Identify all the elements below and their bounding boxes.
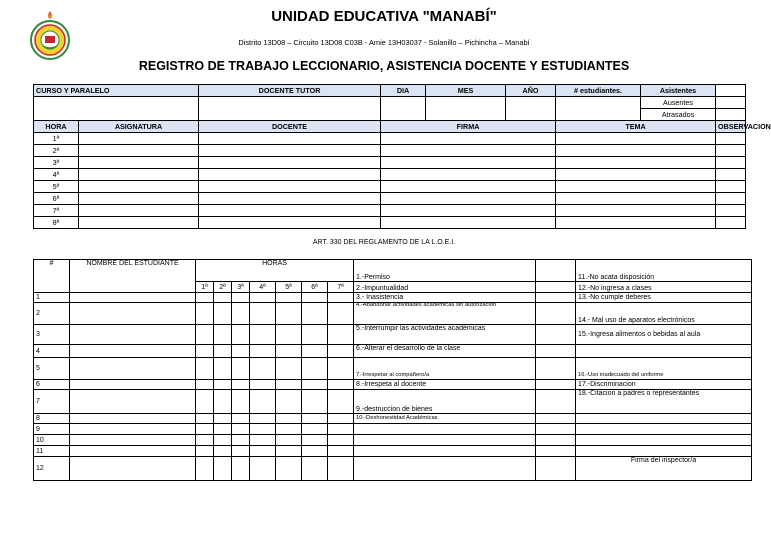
asistentes-label: Asistentes	[641, 85, 716, 97]
hora-header: HORA	[34, 121, 79, 133]
tema-cell[interactable]	[556, 133, 716, 145]
asignatura-cell[interactable]	[79, 157, 199, 169]
ausentes-label: Ausentes	[641, 97, 716, 109]
falta-mark[interactable]	[536, 345, 576, 358]
hour-mark-cell[interactable]	[328, 380, 354, 390]
tema-cell[interactable]	[556, 193, 716, 205]
docente-cell[interactable]	[199, 133, 381, 145]
student-number: 3	[34, 325, 70, 345]
falta-mark[interactable]	[536, 303, 576, 325]
student-name-cell[interactable]	[70, 325, 196, 345]
falta-mark[interactable]	[536, 358, 576, 380]
hour-mark-cell[interactable]	[214, 457, 232, 481]
hour-column-header: 5ª	[276, 282, 302, 293]
falta-label: 6.-Alterar el desarrollo de la clase	[354, 345, 536, 358]
hour-mark-cell[interactable]	[214, 293, 232, 303]
hour-mark-cell[interactable]	[232, 390, 250, 414]
student-row	[34, 380, 752, 390]
falta-empty	[576, 435, 752, 446]
firma-cell[interactable]	[381, 157, 556, 169]
hour-label: 4ª	[34, 169, 79, 181]
hour-mark-cell[interactable]	[276, 457, 302, 481]
hour-mark-cell[interactable]	[302, 424, 328, 435]
hour-mark-cell[interactable]	[232, 457, 250, 481]
hour-mark-cell[interactable]	[328, 390, 354, 414]
hour-mark-cell[interactable]	[328, 303, 354, 325]
hour-mark-cell[interactable]	[232, 325, 250, 345]
falta-impuntualidad: 2.-Impuntualidad	[354, 282, 536, 293]
hour-mark-cell[interactable]	[302, 293, 328, 303]
falta-empty	[354, 424, 536, 435]
hour-mark-cell[interactable]	[276, 424, 302, 435]
student-name-cell[interactable]	[70, 293, 196, 303]
observacion-cell[interactable]	[716, 157, 746, 169]
student-name-cell[interactable]	[70, 435, 196, 446]
falta-label: 8.-Irrespeta al docente	[354, 380, 536, 390]
observacion-cell[interactable]	[716, 181, 746, 193]
tema-cell[interactable]	[556, 205, 716, 217]
firma-cell[interactable]	[381, 205, 556, 217]
hour-mark-cell[interactable]	[196, 457, 214, 481]
hour-mark-cell[interactable]	[328, 414, 354, 424]
student-row	[34, 457, 752, 481]
hour-mark-cell[interactable]	[232, 293, 250, 303]
student-row	[34, 345, 752, 358]
docente-cell[interactable]	[199, 217, 381, 229]
hour-mark-cell[interactable]	[214, 424, 232, 435]
hour-mark-cell[interactable]	[214, 446, 232, 457]
falta-empty	[354, 446, 536, 457]
num-estudiantes-label: # estudiantes.	[556, 85, 641, 97]
hour-mark-cell[interactable]	[276, 293, 302, 303]
hour-mark-cell[interactable]	[232, 414, 250, 424]
student-number: 5	[34, 358, 70, 380]
hour-mark-cell[interactable]	[328, 424, 354, 435]
hour-mark-cell[interactable]	[196, 303, 214, 325]
hour-mark-cell[interactable]	[276, 325, 302, 345]
observacion-cell[interactable]	[716, 145, 746, 157]
hour-mark-cell[interactable]	[214, 414, 232, 424]
falta-mark[interactable]	[536, 435, 576, 446]
firma-cell[interactable]	[381, 133, 556, 145]
docente-tutor-label: DOCENTE TUTOR	[199, 85, 381, 97]
regulation-article: ART. 330 DEL REGLAMENTO DE LA L.O.E.I.	[312, 239, 456, 246]
falta-mark[interactable]	[536, 424, 576, 435]
falta-empty	[576, 345, 752, 358]
falta-no-ingresa: 12.-No ingresa a clases	[576, 282, 752, 293]
school-name: UNIDAD EDUCATIVA "MANABÍ"	[271, 8, 497, 25]
student-row	[34, 325, 752, 345]
student-name-cell[interactable]	[70, 303, 196, 325]
student-number: 6	[34, 380, 70, 390]
hour-mark-cell[interactable]	[214, 325, 232, 345]
falta-permiso: 1.-Permiso	[354, 260, 536, 282]
asignatura-cell[interactable]	[79, 133, 199, 145]
hour-mark-cell[interactable]	[214, 345, 232, 358]
tema-header: TEMA	[556, 121, 716, 133]
student-number: 7	[34, 390, 70, 414]
anio-label: AÑO	[506, 85, 556, 97]
tema-cell[interactable]	[556, 169, 716, 181]
hour-mark-cell[interactable]	[214, 358, 232, 380]
student-number: 10	[34, 435, 70, 446]
ausentes-field[interactable]	[716, 97, 746, 109]
hour-mark-cell[interactable]	[276, 435, 302, 446]
curso-paralelo-field[interactable]	[34, 97, 199, 121]
hour-mark-cell[interactable]	[232, 424, 250, 435]
student-number: 1	[34, 293, 70, 303]
hour-mark-cell[interactable]	[276, 345, 302, 358]
docente-cell[interactable]	[199, 181, 381, 193]
hour-row	[34, 145, 746, 157]
student-name-cell[interactable]	[70, 414, 196, 424]
atrasados-label: Atrasados	[641, 109, 716, 121]
falta-label: 9.-destruccion de bienes	[354, 390, 536, 414]
nombre-estudiante-header: NOMBRE DEL ESTUDIANTE	[70, 260, 196, 293]
hour-mark-cell[interactable]	[196, 325, 214, 345]
falta-mark[interactable]	[536, 446, 576, 457]
falta-mark[interactable]	[536, 414, 576, 424]
hour-column-header: 7ª	[328, 282, 354, 293]
num-estudiantes-field[interactable]	[556, 97, 641, 121]
hour-mark-cell[interactable]	[232, 345, 250, 358]
hour-label: 7ª	[34, 205, 79, 217]
hour-mark-cell[interactable]	[196, 358, 214, 380]
docente-cell[interactable]	[199, 157, 381, 169]
asistentes-field[interactable]	[716, 85, 746, 97]
firma-cell[interactable]	[381, 169, 556, 181]
hour-label: 2ª	[34, 145, 79, 157]
hour-mark-cell[interactable]	[196, 380, 214, 390]
tema-cell[interactable]	[556, 217, 716, 229]
falta-label: 10.-Deshonestidad Académicas	[354, 414, 536, 424]
hour-mark-cell[interactable]	[214, 435, 232, 446]
hour-mark-cell[interactable]	[302, 435, 328, 446]
anio-field[interactable]	[506, 97, 556, 121]
falta-label: 18.-Citacion a padres o representantes	[576, 390, 752, 414]
hour-mark-cell[interactable]	[250, 457, 276, 481]
falta-label: 15.-Ingresa alimentos o bebidas al aula	[576, 325, 752, 345]
observacion-cell[interactable]	[716, 217, 746, 229]
hour-mark-cell[interactable]	[328, 345, 354, 358]
hour-label: 1ª	[34, 133, 79, 145]
atrasados-field[interactable]	[716, 109, 746, 121]
hour-mark-cell[interactable]	[302, 390, 328, 414]
hour-mark-cell[interactable]	[250, 325, 276, 345]
hour-row	[34, 157, 746, 169]
student-name-cell[interactable]	[70, 345, 196, 358]
hour-mark-cell[interactable]	[214, 303, 232, 325]
hour-column-header: 2ª	[214, 282, 232, 293]
hour-label: 6ª	[34, 193, 79, 205]
observacion-cell[interactable]	[716, 133, 746, 145]
lesson-register-table	[33, 84, 771, 229]
hour-mark-cell[interactable]	[328, 435, 354, 446]
docente-cell[interactable]	[199, 205, 381, 217]
asignatura-header: ASIGNATURA	[79, 121, 199, 133]
tema-cell[interactable]	[556, 181, 716, 193]
curso-paralelo-label: CURSO Y PARALELO	[34, 85, 199, 97]
student-number: 9	[34, 424, 70, 435]
asignatura-cell[interactable]	[79, 145, 199, 157]
hour-label: 5ª	[34, 181, 79, 193]
hour-mark-cell[interactable]	[328, 293, 354, 303]
asignatura-cell[interactable]	[79, 181, 199, 193]
tema-cell[interactable]	[556, 157, 716, 169]
student-attendance-table	[33, 259, 752, 481]
falta-label: 5.-Interrumpir las actividades académicas	[354, 325, 536, 345]
student-number: 2	[34, 303, 70, 325]
hour-row	[34, 181, 746, 193]
hour-column-header: 1ª	[196, 282, 214, 293]
hour-mark-cell[interactable]	[250, 358, 276, 380]
hour-column-header: 6ª	[302, 282, 328, 293]
hour-row	[34, 193, 746, 205]
student-row	[34, 303, 752, 325]
hour-row	[34, 169, 746, 181]
hour-mark-cell[interactable]	[250, 424, 276, 435]
hour-mark-cell[interactable]	[276, 303, 302, 325]
num-header: #	[34, 260, 70, 293]
hour-mark-cell[interactable]	[250, 345, 276, 358]
falta-empty	[576, 424, 752, 435]
observacion-cell[interactable]	[716, 169, 746, 181]
firma-cell[interactable]	[381, 193, 556, 205]
student-name-cell[interactable]	[70, 446, 196, 457]
falta-mark[interactable]	[536, 293, 576, 303]
hour-mark-cell[interactable]	[232, 358, 250, 380]
docente-header: DOCENTE	[199, 121, 381, 133]
hour-column-header: 3ª	[232, 282, 250, 293]
mes-field[interactable]	[426, 97, 506, 121]
hour-mark-cell[interactable]	[214, 390, 232, 414]
docente-cell[interactable]	[199, 169, 381, 181]
falta-1-mark[interactable]	[536, 260, 576, 282]
hour-mark-cell[interactable]	[276, 446, 302, 457]
observacion-header: OBSERVACION	[716, 121, 746, 133]
student-number: 11	[34, 446, 70, 457]
hour-mark-cell[interactable]	[232, 380, 250, 390]
falta-label: 13.-No cumple deberes	[576, 293, 752, 303]
student-row	[34, 446, 752, 457]
student-row	[34, 435, 752, 446]
tema-cell[interactable]	[556, 145, 716, 157]
mes-label: MES	[426, 85, 506, 97]
hour-mark-cell[interactable]	[302, 380, 328, 390]
hour-mark-cell[interactable]	[250, 380, 276, 390]
hour-mark-cell[interactable]	[196, 446, 214, 457]
school-location: Distrito 13D08 – Circuito 13D08 C03B - Amie 13H03037 - Solanillo – Pichincha – Manabí	[238, 38, 530, 47]
falta-label: 7.-Irrespetar al compañero/a	[354, 358, 536, 380]
hour-mark-cell[interactable]	[232, 303, 250, 325]
hour-row	[34, 205, 746, 217]
hour-mark-cell[interactable]	[250, 390, 276, 414]
student-name-cell[interactable]	[70, 457, 196, 481]
hour-mark-cell[interactable]	[302, 446, 328, 457]
docente-tutor-field[interactable]	[199, 97, 381, 121]
docente-cell[interactable]	[199, 193, 381, 205]
hour-mark-cell[interactable]	[196, 414, 214, 424]
form-title: REGISTRO DE TRABAJO LECCIONARIO, ASISTENCIA DOCENTE Y ESTUDIANTES	[138, 59, 630, 73]
student-row	[34, 424, 752, 435]
hour-row	[34, 217, 746, 229]
hour-mark-cell[interactable]	[276, 380, 302, 390]
dia-label: DIA	[381, 85, 426, 97]
hour-mark-cell[interactable]	[302, 358, 328, 380]
falta-mark[interactable]	[536, 380, 576, 390]
falta-empty	[354, 457, 536, 481]
student-row	[34, 414, 752, 424]
docente-cell[interactable]	[199, 145, 381, 157]
asignatura-cell[interactable]	[79, 217, 199, 229]
hour-mark-cell[interactable]	[196, 293, 214, 303]
hour-mark-cell[interactable]	[250, 414, 276, 424]
hour-mark-cell[interactable]	[276, 390, 302, 414]
asignatura-cell[interactable]	[79, 205, 199, 217]
student-number: 4	[34, 345, 70, 358]
hour-mark-cell[interactable]	[276, 358, 302, 380]
hour-mark-cell[interactable]	[232, 446, 250, 457]
inspector-signature[interactable]: Firma del inspector/a	[576, 457, 752, 481]
falta-2-mark[interactable]	[536, 282, 576, 293]
falta-label: 4.-Abandonar actividades académicas sin autorización	[354, 303, 536, 325]
falta-label: 17.-Discriminacion	[576, 380, 752, 390]
hour-mark-cell[interactable]	[232, 435, 250, 446]
hour-row	[34, 133, 746, 145]
observacion-cell[interactable]	[716, 205, 746, 217]
student-number: 12	[34, 457, 70, 481]
falta-mark[interactable]	[536, 325, 576, 345]
falta-label: 16.-Uso inadecuado del uniforme	[576, 358, 752, 380]
hour-mark-cell[interactable]	[250, 446, 276, 457]
dia-field[interactable]	[381, 97, 426, 121]
firma-header: FIRMA	[381, 121, 556, 133]
hour-mark-cell[interactable]	[250, 293, 276, 303]
hour-mark-cell[interactable]	[328, 457, 354, 481]
hour-mark-cell[interactable]	[196, 390, 214, 414]
student-name-cell[interactable]	[70, 424, 196, 435]
hour-mark-cell[interactable]	[302, 303, 328, 325]
hour-column-header: 4ª	[250, 282, 276, 293]
student-row	[34, 390, 752, 414]
hour-label: 8ª	[34, 217, 79, 229]
hour-mark-cell[interactable]	[328, 325, 354, 345]
falta-label: 14.- Mal uso de aparatos electrónicos	[576, 303, 752, 325]
asignatura-cell[interactable]	[79, 193, 199, 205]
hour-mark-cell[interactable]	[328, 358, 354, 380]
student-row	[34, 293, 752, 303]
student-number: 8	[34, 414, 70, 424]
hour-label: 3ª	[34, 157, 79, 169]
firma-cell[interactable]	[381, 145, 556, 157]
hour-mark-cell[interactable]	[214, 380, 232, 390]
falta-empty	[354, 435, 536, 446]
hour-mark-cell[interactable]	[196, 435, 214, 446]
falta-empty	[576, 446, 752, 457]
observacion-cell[interactable]	[716, 193, 746, 205]
falta-no-acata: 11.-No acata disposición	[576, 260, 752, 282]
hour-mark-cell[interactable]	[328, 446, 354, 457]
falta-label: 3.- Inasistencia	[354, 293, 536, 303]
hour-mark-cell[interactable]	[302, 414, 328, 424]
hour-mark-cell[interactable]	[250, 303, 276, 325]
falta-mark[interactable]	[536, 457, 576, 481]
hour-mark-cell[interactable]	[196, 424, 214, 435]
falta-mark[interactable]	[536, 390, 576, 414]
hour-mark-cell[interactable]	[302, 325, 328, 345]
student-row	[34, 358, 752, 380]
hour-mark-cell[interactable]	[276, 414, 302, 424]
firma-cell[interactable]	[381, 181, 556, 193]
asignatura-cell[interactable]	[79, 169, 199, 181]
student-name-cell[interactable]	[70, 358, 196, 380]
hour-mark-cell[interactable]	[196, 345, 214, 358]
firma-cell[interactable]	[381, 217, 556, 229]
hour-mark-cell[interactable]	[250, 435, 276, 446]
falta-empty	[576, 414, 752, 424]
hour-mark-cell[interactable]	[302, 457, 328, 481]
student-name-cell[interactable]	[70, 380, 196, 390]
horas-header: HORAS	[196, 260, 354, 282]
hour-mark-cell[interactable]	[302, 345, 328, 358]
student-name-cell[interactable]	[70, 390, 196, 414]
